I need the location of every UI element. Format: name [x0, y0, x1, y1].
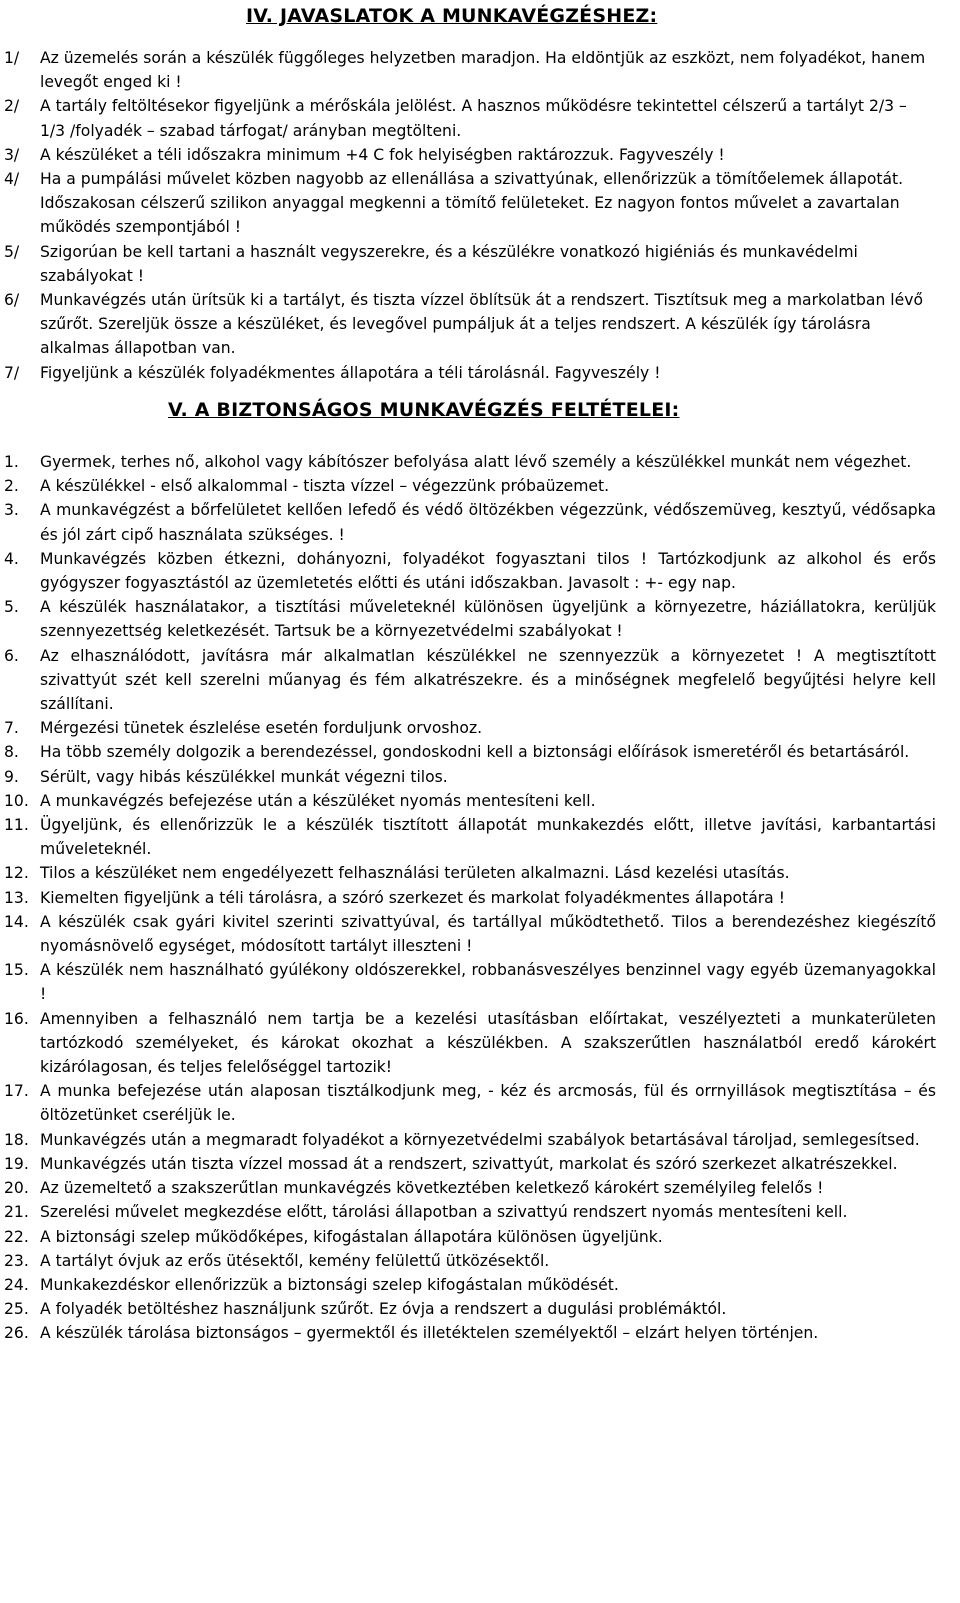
list-item	[4, 740, 936, 764]
item-text: Szerelési művelet megkezdése előtt, tárolási állapotban a szivattyú rendszert nyomás mentesíteni kell.	[40, 1203, 848, 1222]
list-item	[4, 450, 936, 474]
item-number: 4/	[4, 170, 20, 189]
list-item	[4, 498, 936, 546]
list-item	[4, 716, 936, 740]
item-number: 15.	[4, 961, 29, 980]
list-item	[4, 1128, 936, 1152]
item-number: 2/	[4, 97, 20, 116]
item-number: 17.	[4, 1082, 29, 1101]
item-text: A készülékkel - első alkalommal - tiszta vízzel – végezzünk próbaüzemet.	[40, 477, 610, 496]
list-item	[4, 240, 936, 288]
list-item	[4, 765, 936, 789]
item-text: A munka befejezése után alaposan tisztálkodjunk meg, - kéz és arcmosás, fül és orrnyillások megtisztítása – és öltözetünket cseréljük le.	[40, 1082, 936, 1125]
recommendations-list	[4, 46, 936, 385]
item-text: Az üzemeltető a szakszerűtlan munkavégzés következtében keletkező károkért személyileg felelős !	[40, 1179, 824, 1198]
list-item	[4, 143, 936, 167]
item-number: 1.	[4, 453, 19, 471]
item-number: 21.	[4, 1203, 29, 1222]
item-text: A biztonsági szelep működőképes, kifogástalan állapotára különösen ügyeljünk.	[40, 1227, 663, 1246]
item-number: 5.	[4, 598, 19, 617]
item-text: Mérgezési tünetek észlelése esetén forduljunk orvoshoz.	[40, 719, 483, 738]
item-number: 20.	[4, 1179, 29, 1198]
item-text: Ha a pumpálási művelet közben nagyobb az ellenállása a szivattyúnak, ellenőrizzük a tömítőelemek állapotát. Időszakosan célszerű szilikon anyaggal megkenni a tömítő felületeket. Ez nagyon fontos művelet a zavartalan működés szempontjából !	[40, 170, 904, 237]
list-item	[4, 789, 936, 813]
item-text: Az üzemelés során a készülék függőleges helyzetben maradjon. Ha eldöntjük az eszközt, nem folyadékot, hanem levegőt enged ki !	[40, 49, 926, 92]
item-text: Munkavégzés után ürítsük ki a tartályt, és tiszta vízzel öblítsük át a rendszert. Tisztítsuk meg a markolatban lévő szűrőt. Szereljük össze a készüléket, és levegővel pumpáljuk át a teljes rendszert. A készülék így tárolásra alkalmas állapotban van.	[40, 291, 923, 358]
item-number: 6/	[4, 291, 20, 310]
list-item	[4, 1200, 936, 1224]
list-item	[4, 547, 936, 595]
section-heading-recommendations: IV. JAVASLATOK A MUNKAVÉGZÉSHEZ:	[246, 5, 658, 27]
item-text: Munkavégzés közben étkezni, dohányozni, folyadékot fogyasztani tilos ! Tartózkodjunk az alkohol és erős gyógyszer fogyasztástól az üzemletetés előtti és utáni időszakban. Javasolt : +- egy nap.	[40, 549, 936, 593]
item-text: Figyeljünk a készülék folyadékmentes állapotára a téli tárolásnál. Fagyveszély !	[40, 363, 661, 382]
item-number: 6.	[4, 646, 19, 665]
item-text: A készülék tárolása biztonságos – gyermektől és illetéktelen személyektől – elzárt helyen történjen.	[40, 1324, 819, 1343]
list-item	[4, 1273, 936, 1297]
item-number: 10.	[4, 791, 29, 810]
item-number: 22.	[4, 1227, 29, 1246]
list-item	[4, 861, 936, 885]
item-text: A folyadék betöltéshez használjunk szűrőt. Ez óvja a rendszert a dugulási problémáktól.	[40, 1300, 727, 1319]
item-text: A tartály feltöltésekor figyeljünk a mérőskála jelölést. A hasznos működésre tekintettel célszerű a tartályt 2/3 – 1/3 /folyadék – szabad tárfogat/ arányban megtölteni.	[40, 97, 907, 140]
item-text: A munkavégzést a bőrfelületet kellően lefedő és védő öltözékben végezzünk, védőszemüveg, kesztyű, védősapka és jól zárt cipő használata szükséges. !	[40, 501, 936, 544]
item-number: 12.	[4, 864, 29, 883]
item-number: 26.	[4, 1324, 29, 1343]
item-text: A készüléket a téli időszakra minimum +4 C fok helyiségben raktározzuk. Fagyveszély !	[40, 145, 725, 164]
list-item	[4, 1176, 936, 1200]
list-item	[4, 361, 936, 385]
item-text: Ügyeljünk, és ellenőrizzük le a készülék tisztított állapotát munkakezdés előtt, illetve javítási, karbantartási műveleteknél.	[40, 816, 936, 859]
item-text: Munkakezdéskor ellenőrizzük a biztonsági szelep kifogástalan működését.	[40, 1275, 619, 1294]
list-item	[4, 910, 936, 958]
item-text: A készülék használatakor, a tisztítási műveleteknél különösen ügyeljünk a környezetre, háziállatokra, kerüljük szennyezettség keletkezését. Tartsuk be a környezetvédelmi szabályokat !	[40, 598, 936, 641]
item-text: Az elhasználódott, javításra már alkalmatlan készülékkel ne szennyezzük a környezetet ! A megtisztított szivattyút szét kell szerelni műanyag és fém alkatrészekre. és a minőségnek megfelelő begyűjtési helyre kell szállítani.	[40, 646, 936, 714]
item-number: 8.	[4, 743, 19, 762]
item-number: 13.	[4, 888, 29, 907]
item-number: 19.	[4, 1154, 29, 1173]
item-number: 1/	[4, 49, 20, 67]
list-item	[4, 1249, 936, 1273]
item-number: 3/	[4, 145, 20, 164]
section-heading-safety-conditions: V. A BIZTONSÁGOS MUNKAVÉGZÉS FELTÉTELEI:	[168, 399, 680, 421]
list-item	[4, 958, 936, 1006]
item-text: Sérült, vagy hibás készülékkel munkát végezni tilos.	[40, 767, 448, 786]
item-text: Gyermek, terhes nő, alkohol vagy kábítószer befolyása alatt lévő személy a készülékkel munkát nem végezhet.	[40, 453, 912, 471]
item-number: 14.	[4, 912, 29, 931]
list-item	[4, 46, 936, 94]
item-number: 7.	[4, 719, 19, 738]
item-text: Kiemelten figyeljünk a téli tárolásra, a szóró szerkezet és markolat folyadékmentes állapotára !	[40, 888, 785, 907]
item-text: Munkavégzés után tiszta vízzel mossad át a rendszert, szivattyút, markolat és szóró szerkezet alkatrészekkel.	[40, 1154, 898, 1173]
item-text: A munkavégzés befejezése után a készüléket nyomás mentesíteni kell.	[40, 791, 596, 810]
list-item	[4, 1152, 936, 1176]
item-text: A készülék nem használható gyúlékony oldószerekkel, robbanásveszélyes benzinnel vagy egyéb üzemanyagokkal !	[40, 961, 936, 1004]
item-number: 4.	[4, 549, 19, 568]
item-text: Amennyiben a felhasználó nem tartja be a kezelési utasításban előírtakat, veszélyezteti a munkaterületen tartózkodó személyeket, és károkat okozhat a készülékben. A szakszerűtlen használatból eredő károkért kizárólagosan, és teljes felelőséggel tartozik!	[40, 1009, 936, 1077]
item-number: 9.	[4, 767, 19, 786]
item-text: Munkavégzés után a megmaradt folyadékot a környezetvédelmi szabályok betartásával tároljad, semlegesítsed.	[40, 1130, 920, 1149]
list-item	[4, 595, 936, 643]
list-item	[4, 288, 936, 361]
item-text: Tilos a készüléket nem engedélyezett felhasználási területen alkalmazni. Lásd kezelési utasítás.	[40, 864, 790, 883]
list-item	[4, 1079, 936, 1127]
item-number: 3.	[4, 501, 19, 520]
list-item	[4, 474, 936, 498]
item-number: 11.	[4, 816, 29, 835]
list-item	[4, 1225, 936, 1249]
list-item	[4, 886, 936, 910]
item-number: 18.	[4, 1130, 29, 1149]
item-number: 7/	[4, 363, 20, 382]
list-item	[4, 1321, 936, 1345]
list-item	[4, 94, 936, 142]
list-item	[4, 813, 936, 861]
item-text: A tartályt óvjuk az erős ütésektől, kemény felülettű ütközésektől.	[40, 1251, 550, 1270]
item-number: 23.	[4, 1251, 29, 1270]
item-number: 2.	[4, 477, 19, 496]
item-text: Ha több személy dolgozik a berendezéssel, gondoskodni kell a biztonsági előírások ismeretéről és betartásáról.	[40, 743, 910, 762]
item-number: 16.	[4, 1009, 29, 1028]
item-number: 25.	[4, 1300, 29, 1319]
item-number: 24.	[4, 1275, 29, 1294]
list-item	[4, 644, 936, 717]
item-number: 5/	[4, 242, 20, 261]
safety-conditions-list	[4, 450, 936, 1346]
item-text: Szigorúan be kell tartani a használt vegyszerekre, és a készülékre vonatkozó higiéniás és munkavédelmi szabályokat !	[40, 242, 858, 285]
list-item	[4, 1297, 936, 1321]
list-item	[4, 1007, 936, 1080]
list-item	[4, 167, 936, 240]
item-text: A készülék csak gyári kivitel szerinti szivattyúval, és tartállyal működtethető. Tilos a berendezéshez kiegészítő nyomásnövelő egységet, módosított tartályt illeszteni !	[40, 912, 936, 956]
